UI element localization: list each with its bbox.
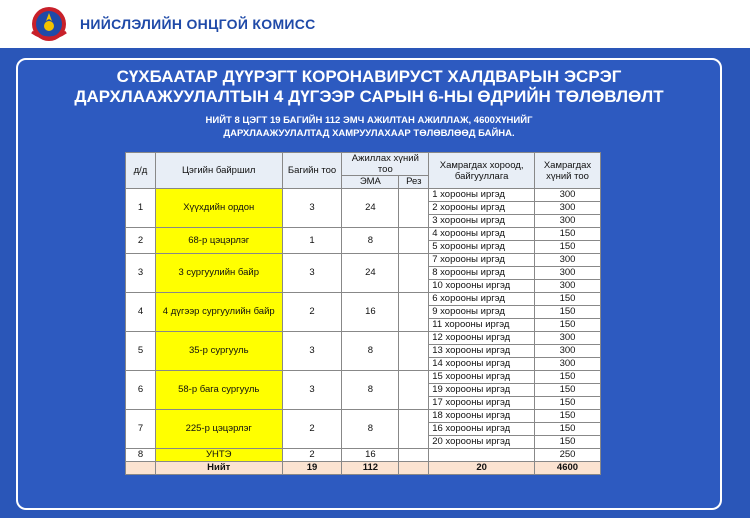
ema-cell: 8 (342, 410, 399, 449)
teams-cell: 2 (282, 449, 342, 462)
table-body (126, 189, 601, 475)
total-spacer (126, 462, 156, 475)
people-cell: 150 (535, 319, 601, 332)
rez-cell (399, 254, 429, 293)
khoroo-cell: 10 хорооны иргэд (429, 280, 535, 293)
total-row (126, 462, 601, 475)
subtitle-line-2: ДАРХЛААЖУУЛАЛТАД ХАМРУУЛАХААР ТӨЛӨВЛӨӨД БАЙНА. (223, 128, 515, 139)
people-cell: 150 (535, 306, 601, 319)
teams-cell: 2 (282, 293, 342, 332)
page-title-line-1: СҮХБААТАР ДҮҮРЭГТ КОРОНАВИРУСТ ХАЛДВАРЫН ЭСРЭГ (116, 67, 622, 86)
khoroo-cell: 14 хорооны иргэд (429, 358, 535, 371)
header-ema: ЭМА (342, 176, 399, 189)
khoroo-cell: 12 хорооны иргэд (429, 332, 535, 345)
location-cell: Хүүхдийн ордон (155, 189, 282, 228)
header-workers: Ажиллах хүний тоо (342, 153, 429, 176)
people-cell: 250 (535, 449, 601, 462)
subtitle-line-1: НИЙТ 8 ЦЭГТ 19 БАГИЙН 112 ЭМЧ АЖИЛТАН АЖИЛЛАЖ, 4600ХҮНИЙГ (205, 115, 533, 126)
top-header-bar (0, 0, 750, 48)
row-number: 8 (126, 449, 156, 462)
total-ema: 112 (342, 462, 399, 475)
khoroo-cell: 9 хорооны иргэд (429, 306, 535, 319)
ema-cell: 16 (342, 293, 399, 332)
people-cell: 150 (535, 371, 601, 384)
location-cell: 3 сургуулийн байр (155, 254, 282, 293)
row-number: 6 (126, 371, 156, 410)
table-row (126, 332, 601, 345)
location-cell: УНТЭ (155, 449, 282, 462)
khoroo-cell: 16 хорооны иргэд (429, 423, 535, 436)
khoroo-cell: 1 хорооны иргэд (429, 189, 535, 202)
people-cell: 150 (535, 241, 601, 254)
people-cell: 300 (535, 267, 601, 280)
ema-cell: 8 (342, 228, 399, 254)
total-label: Нийт (155, 462, 282, 475)
table-row (126, 189, 601, 202)
location-cell: 58-р бага сургууль (155, 371, 282, 410)
rez-cell (399, 332, 429, 371)
people-cell: 300 (535, 280, 601, 293)
teams-cell: 3 (282, 371, 342, 410)
table-row (126, 254, 601, 267)
people-cell: 300 (535, 254, 601, 267)
row-number: 5 (126, 332, 156, 371)
mongolian-emblem-icon (26, 4, 72, 44)
row-number: 1 (126, 189, 156, 228)
total-rez (399, 462, 429, 475)
teams-cell: 1 (282, 228, 342, 254)
teams-cell: 3 (282, 332, 342, 371)
table-row (126, 293, 601, 306)
page-title-line-2: ДАРХЛААЖУУЛАЛТЫН 4 ДҮГЭЭР САРЫН 6-НЫ ӨДРИЙН ТӨЛӨВЛӨЛТ (74, 87, 664, 106)
header-location: Цэгийн байршил (155, 153, 282, 189)
header-people: Хамрагдах хүний тоо (535, 153, 601, 189)
teams-cell: 3 (282, 189, 342, 228)
people-cell: 300 (535, 189, 601, 202)
khoroo-cell: 15 хорооны иргэд (429, 371, 535, 384)
schedule-table (125, 152, 601, 475)
table-row (126, 371, 601, 384)
rez-cell (399, 371, 429, 410)
row-number: 3 (126, 254, 156, 293)
location-cell: 68-р цэцэрлэг (155, 228, 282, 254)
org-name: НИЙСЛЭЛИЙН ОНЦГОЙ КОМИСС (80, 16, 316, 32)
teams-cell: 3 (282, 254, 342, 293)
ema-cell: 24 (342, 254, 399, 293)
people-cell: 150 (535, 423, 601, 436)
khoroo-cell: 4 хорооны иргэд (429, 228, 535, 241)
people-cell: 150 (535, 397, 601, 410)
header-num: д/д (126, 153, 156, 189)
khoroo-cell: 8 хорооны иргэд (429, 267, 535, 280)
people-cell: 150 (535, 228, 601, 241)
rez-cell (399, 228, 429, 254)
khoroo-cell: 19 хорооны иргэд (429, 384, 535, 397)
ema-cell: 8 (342, 371, 399, 410)
ema-cell: 8 (342, 332, 399, 371)
people-cell: 300 (535, 345, 601, 358)
total-khoroo: 20 (429, 462, 535, 475)
khoroo-cell: 7 хорооны иргэд (429, 254, 535, 267)
teams-cell: 2 (282, 410, 342, 449)
rez-cell (399, 293, 429, 332)
rez-cell (399, 189, 429, 228)
khoroo-cell: 17 хорооны иргэд (429, 397, 535, 410)
table-row (126, 410, 601, 423)
khoroo-cell: 20 хорооны иргэд (429, 436, 535, 449)
row-number: 2 (126, 228, 156, 254)
khoroo-cell (429, 449, 535, 462)
header-khoroo: Хамрагдах хороод, байгууллага (429, 153, 535, 189)
total-teams: 19 (282, 462, 342, 475)
header-rez: Рез (399, 176, 429, 189)
total-people: 4600 (535, 462, 601, 475)
rez-cell (399, 410, 429, 449)
ema-cell: 24 (342, 189, 399, 228)
people-cell: 150 (535, 410, 601, 423)
people-cell: 300 (535, 332, 601, 345)
row-number: 7 (126, 410, 156, 449)
table-row (126, 228, 601, 241)
khoroo-cell: 2 хорооны иргэд (429, 202, 535, 215)
row-number: 4 (126, 293, 156, 332)
khoroo-cell: 3 хорооны иргэд (429, 215, 535, 228)
khoroo-cell: 18 хорооны иргэд (429, 410, 535, 423)
header-teams: Багийн тоо (282, 153, 342, 189)
khoroo-cell: 11 хорооны иргэд (429, 319, 535, 332)
ema-cell: 16 (342, 449, 399, 462)
people-cell: 300 (535, 358, 601, 371)
khoroo-cell: 5 хорооны иргэд (429, 241, 535, 254)
location-cell: 225-р цэцэрлэг (155, 410, 282, 449)
table-row (126, 449, 601, 462)
rez-cell (399, 449, 429, 462)
khoroo-cell: 6 хорооны иргэд (429, 293, 535, 306)
people-cell: 150 (535, 293, 601, 306)
people-cell: 300 (535, 215, 601, 228)
people-cell: 300 (535, 202, 601, 215)
people-cell: 150 (535, 436, 601, 449)
people-cell: 150 (535, 384, 601, 397)
khoroo-cell: 13 хорооны иргэд (429, 345, 535, 358)
location-cell: 35-р сургууль (155, 332, 282, 371)
location-cell: 4 дүгээр сургуулийн байр (155, 293, 282, 332)
